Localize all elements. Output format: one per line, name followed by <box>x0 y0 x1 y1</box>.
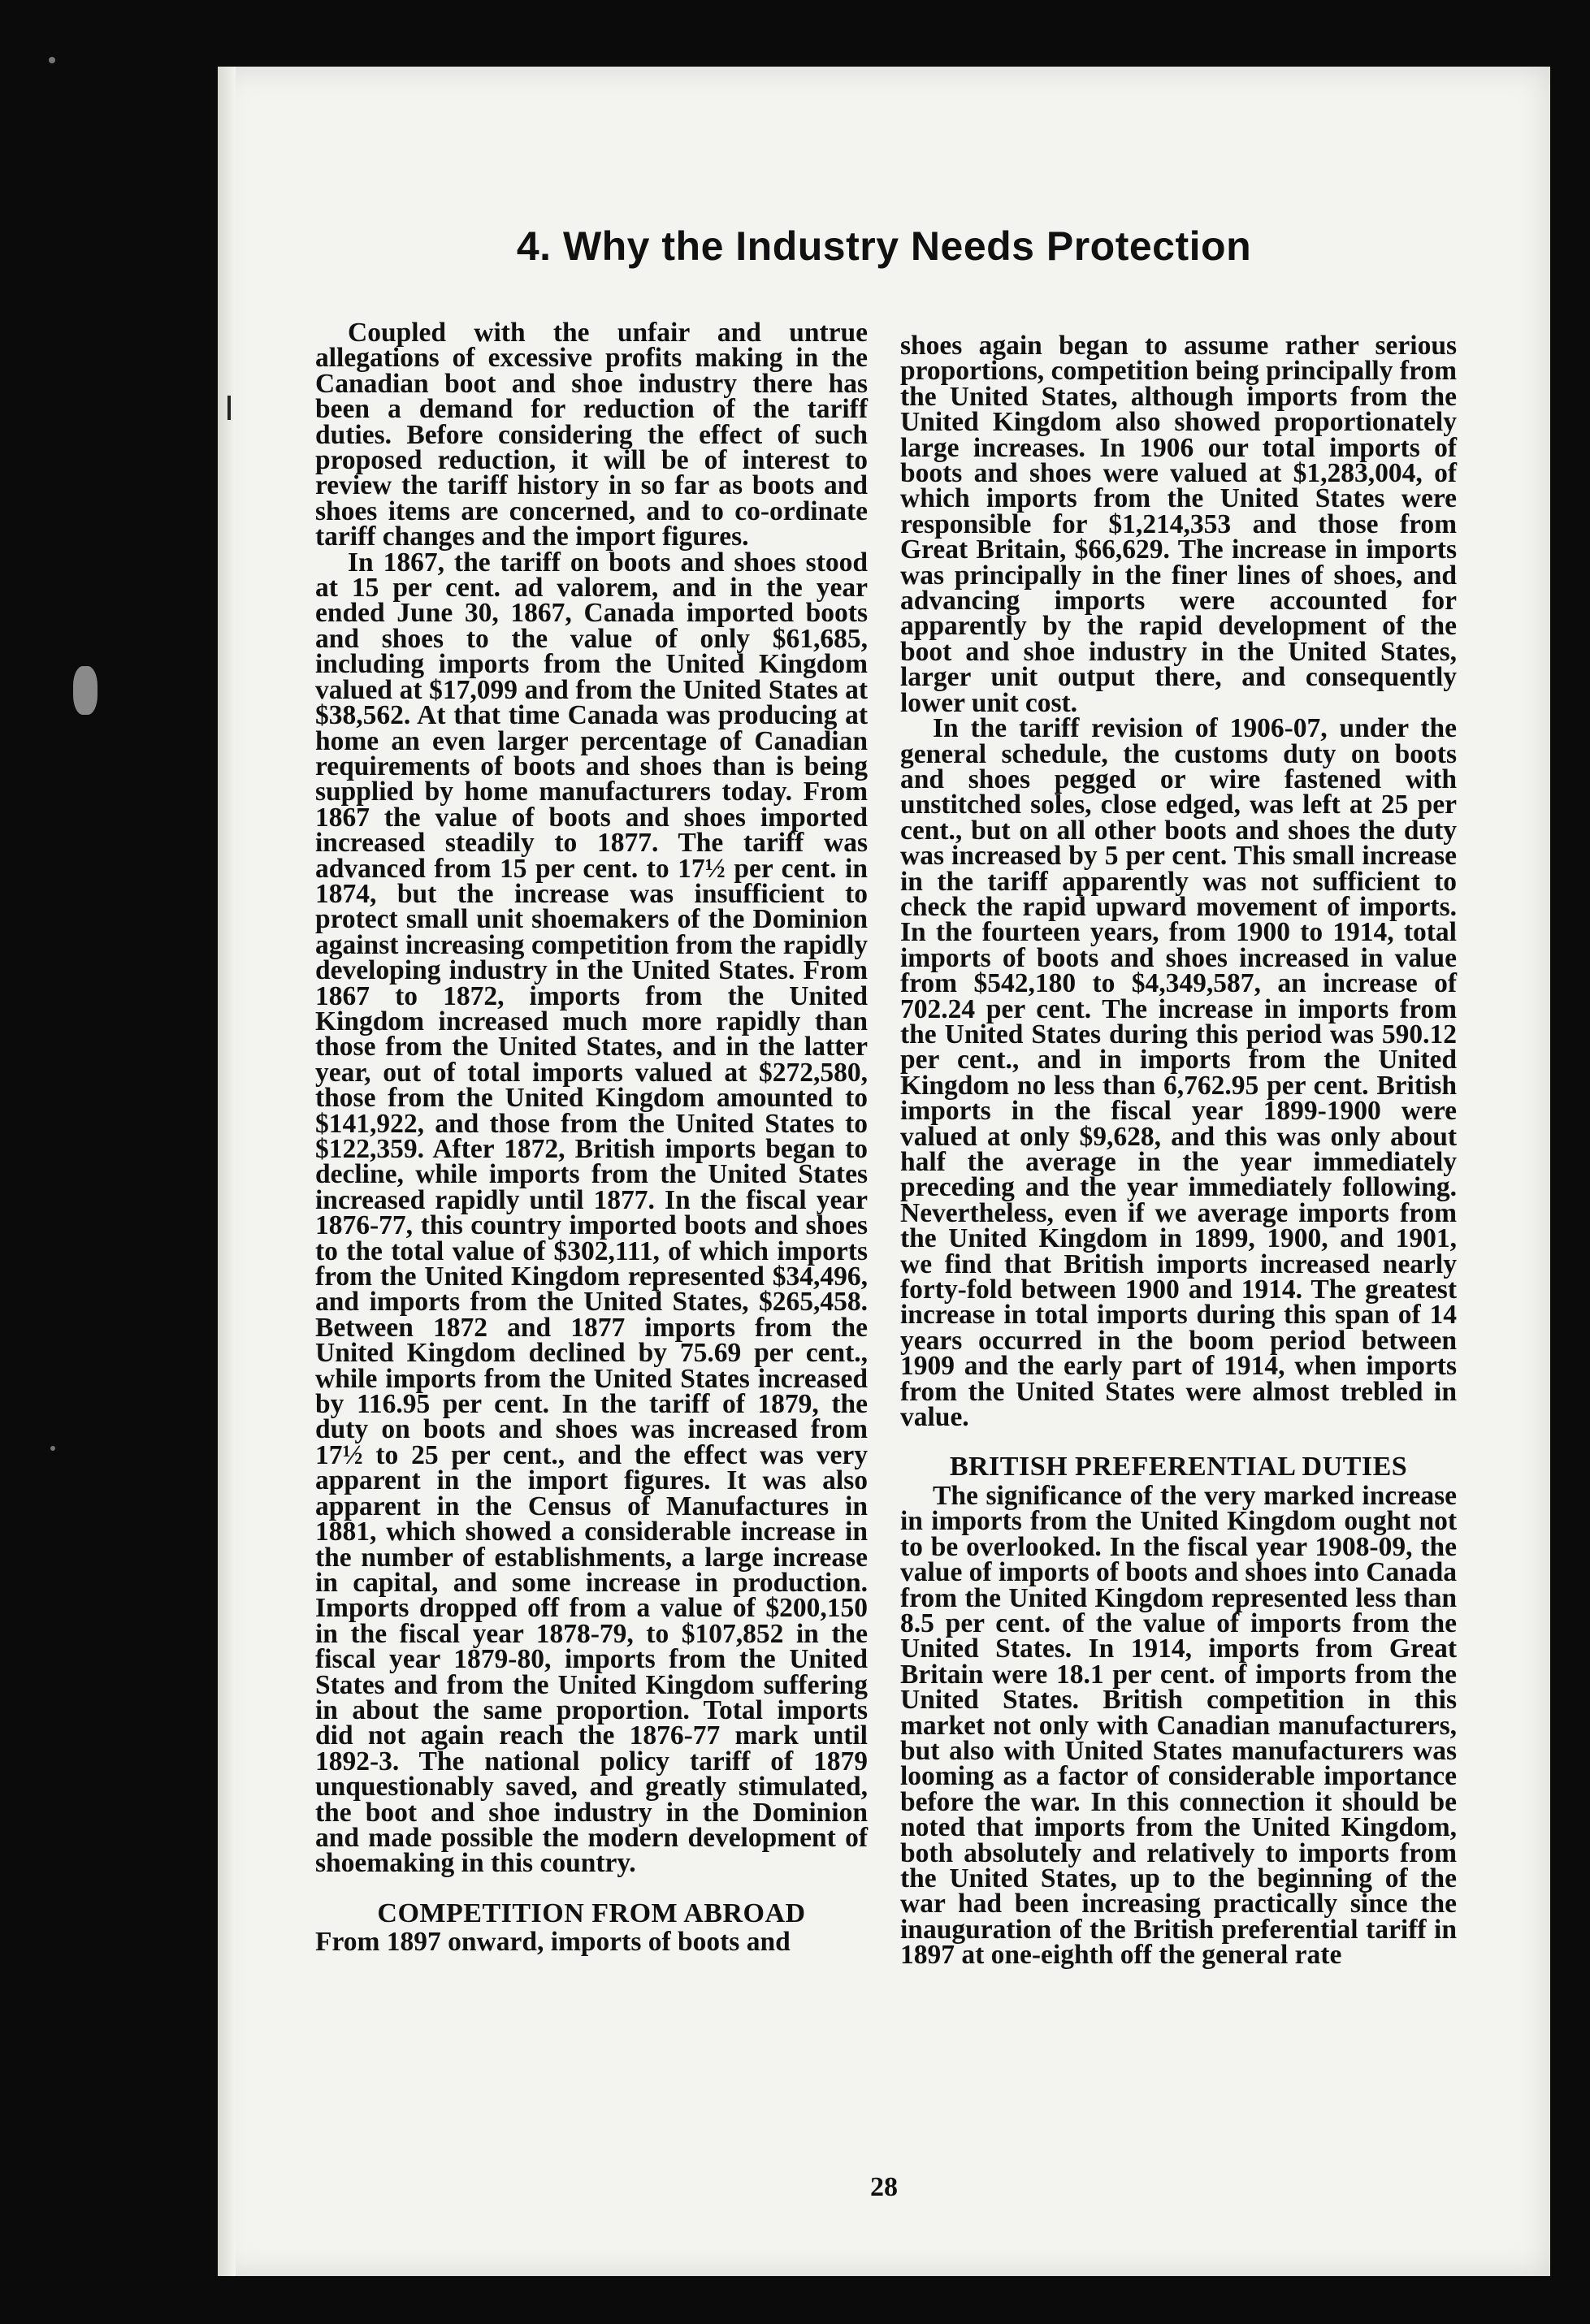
scan-speck <box>73 666 97 715</box>
section-heading-british-preferential: BRITISH PREFERENTIAL DUTIES <box>949 1452 1408 1482</box>
section-heading-competition: COMPETITION FROM ABROAD <box>377 1898 806 1928</box>
scan-speck <box>50 1446 55 1451</box>
left-paragraph-2: In 1867, the tariff on boots and shoes stood at 15 per cent. ad valorem, and in the year ended June 30, 1867, Canada imported boots and shoes to the value of only $61,685, including imports from the United Kingdom valued at $17,099 and from the United States at $38,562. At that time Canada was producing at home an even larger percentage of Canadian requirements of boots and shoes than is being supplied by home manufacturers today. From 1867 the value of boots and shoes imported increased steadily to 1877. The tariff was advanced from 15 per cent. to 17½ per cent. in 1874, but the increase was insufficient to protect small unit shoemakers of the Dominion against increasing competition from the rapidly developing industry in the United States. From 1867 to 1872, imports from the United Kingdom increased much more rapidly than those from the United States, and in the latter year, out of total imports valued at $272,580, those from the United Kingdom amounted to $141,922, and those from the United States to $122,359. After 1872, British imports began to decline, while imports from the United States increased rapidly until 1877. In the fiscal year 1876-77, this country imported boots and shoes to the total value of $302,111, of which imports from the United Kingdom represented $34,496, and imports from the United States, $265,458. Between 1872 and 1877 imports from the United Kingdom declined by 75.69 per cent., while imports from the United States increased by 116.95 per cent. In the tariff of 1879, the duty on boots and shoes was increased from 17½ to 25 per cent., and the effect was very apparent in the import figures. It was also apparent in the Census of Manufactures in 1881, which showed a considerable increase in the number of establishments, a large increase in capital, and some increase in production. Imports dropped off from a value of $200,150 in the fiscal year 1878-79, to $107,852 in the fiscal year 1879-80, imports from the United States and from the United Kingdom suffering in about the same proportion. Total imports did not again reach the 1876-77 mark until 1892-3. The national policy tariff of 1879 unquestionably saved, and greatly stimulated, the boot and shoe industry in the Dominion and made possible the modern development of shoemaking in this country. <box>315 547 868 1879</box>
right-paragraph-2: In the tariff revision of 1906-07, under the general schedule, the customs duty on boots and shoes pegged or wire fastened with unstitched soles, close edged, was left at 25 per cent., but on all other boots and shoes the duty was increased by 5 per cent. This small increase in the tariff apparently was not sufficient to check the rapid upward movement of imports. In the fourteen years, from 1900 to 1914, total imports of boots and shoes increased in value from $542,180 to $4,349,587, an increase of 702.24 per cent. The increase in imports from the United States during this period was 590.12 per cent., and in imports from the United Kingdom no less than 6,762.95 per cent. British imports in the fiscal year 1899-1900 were valued at only $9,628, and this was only about half the average in the year immediately preceding and the year immediately following. Nevertheless, even if we average imports from the United Kingdom in 1899, 1900, and 1901, we find that British imports increased nearly forty-fold between 1900 and 1914. The greatest increase in total imports during this span of 14 years occurred in the boom period between 1909 and the early part of 1914, when imports from the United States were almost trebled in value. <box>900 713 1457 1433</box>
left-paragraph-3: From 1897 onward, imports of boots and <box>315 1927 791 1958</box>
left-column <box>315 318 868 1958</box>
document-page <box>218 67 1550 2276</box>
left-paragraph-1: Coupled with the unfair and untrue allegations of excessive profits making in the Canadian boot and shoe industry there has been a demand for reduction of the tariff duties. Before considering the effect of such proposed reduction, it will be of interest to review the tariff history in so far as boots and shoes items are concerned, and to co-ordinate tariff changes and the import figures. <box>315 318 868 552</box>
right-column <box>900 331 1457 1971</box>
right-paragraph-1: shoes again began to assume rather serious proportions, competition being principally from the United States, although imports from the United Kingdom also showed proportionately large increases. In 1906 our total imports of boots and shoes were valued at $1,283,004, of which imports from the United States were responsible for $1,214,353 and those from Great Britain, $66,629. The increase in imports was principally in the finer lines of shoes, and advancing imports were accounted for apparently by the rapid development of the boot and shoe industry in the United States, larger unit output there, and consequently lower unit cost. <box>900 331 1457 718</box>
right-paragraph-3: The significance of the very marked increase in imports from the United Kingdom ought not to be overlooked. In the fiscal year 1908-09, the value of imports of boots and shoes into Canada from the United Kingdom represented less than 8.5 per cent. of the value of imports from the United States. In 1914, imports from Great Britain were 18.1 per cent. of imports from the United States. British competition in this market not only with Canadian manufacturers, but also with United States manufacturers was looming as a factor of considerable importance before the war. In this connection it should be noted that imports from the United Kingdom, both absolutely and relatively to imports from the United States, up to the beginning of the war had been increasing practically since the inauguration of the British preferential tariff in 1897 at one-eighth off the general rate <box>900 1480 1457 1971</box>
page-title: 4. Why the Industry Needs Protection <box>516 223 1252 269</box>
page-number: 28 <box>870 2172 898 2202</box>
margin-mark <box>227 396 231 420</box>
scan-speck <box>49 57 55 63</box>
page-fold-shadow <box>218 67 236 2276</box>
